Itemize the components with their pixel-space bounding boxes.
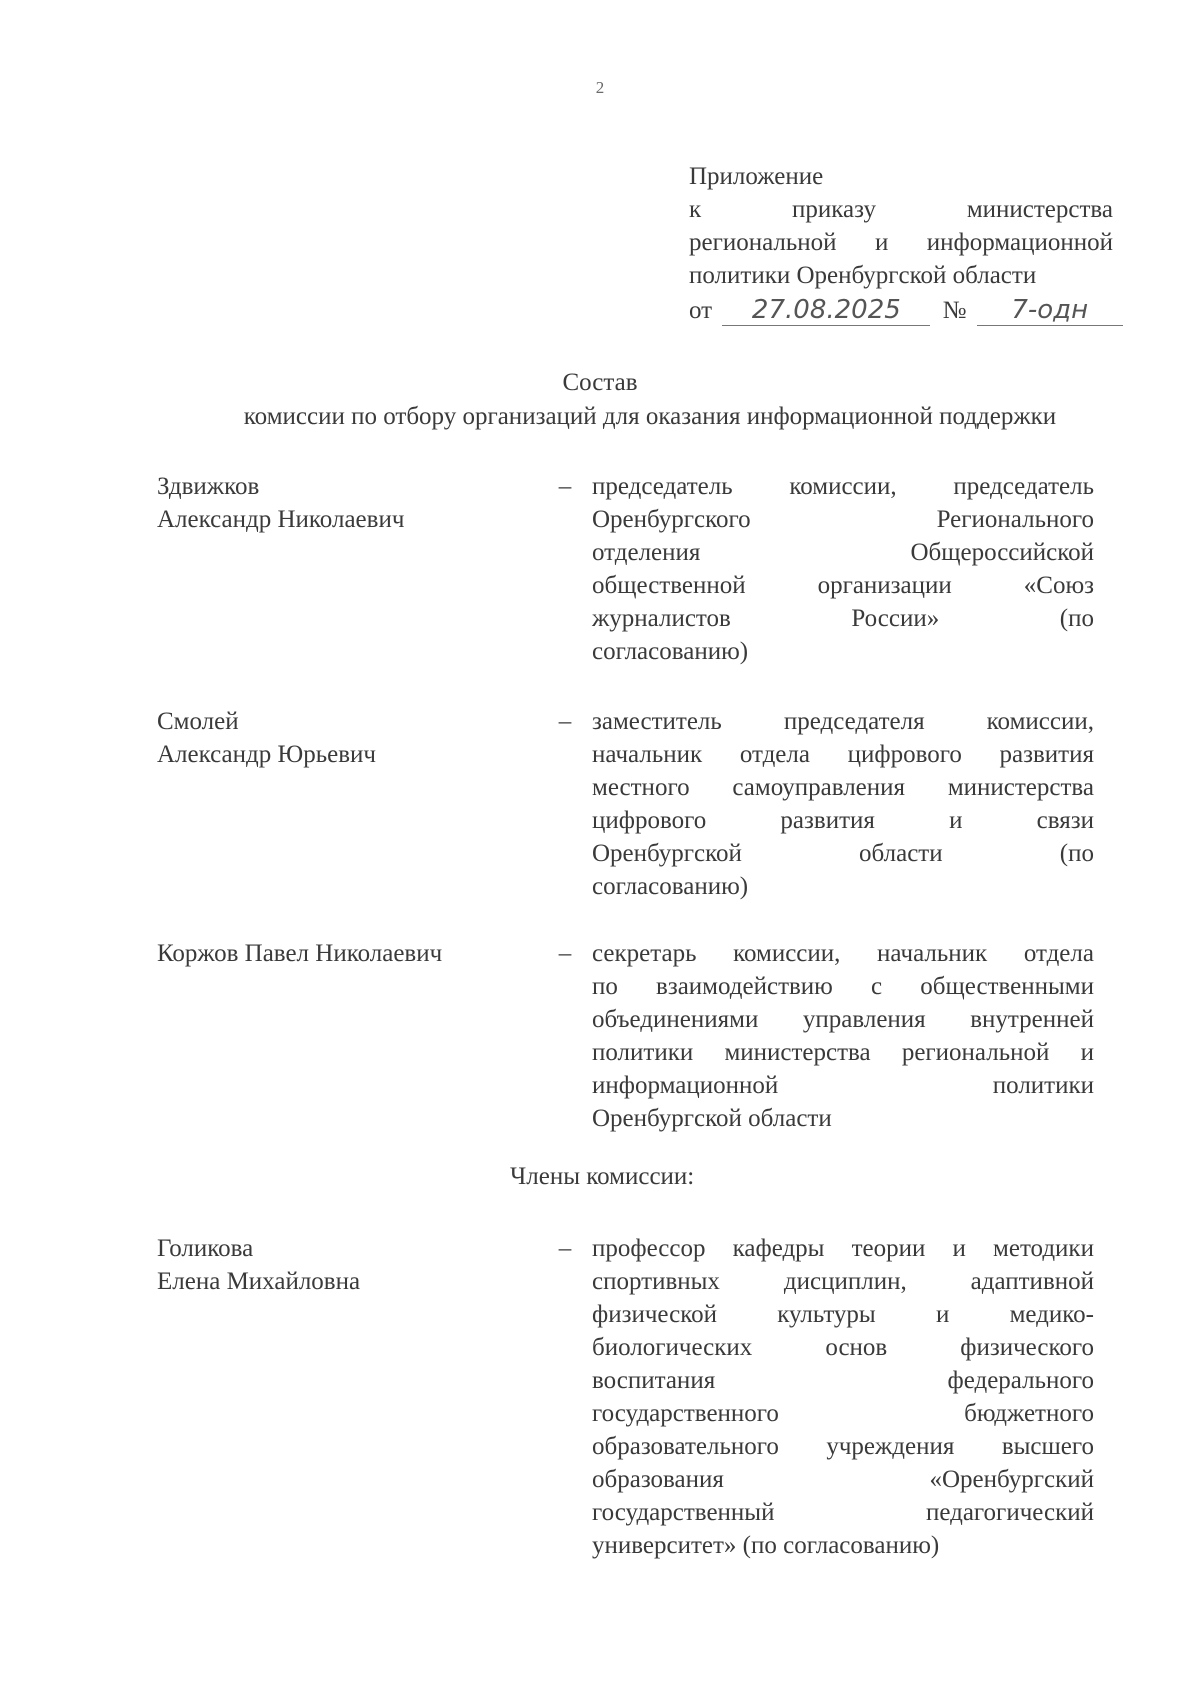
page-number: 2: [595, 78, 605, 97]
word: «Оренбургский: [929, 1466, 1094, 1493]
member-description: [592, 705, 1094, 903]
member-name: [157, 705, 537, 771]
member-name: [157, 470, 537, 536]
word: культуры: [777, 1301, 876, 1328]
word: согласованию): [592, 873, 749, 900]
word: биологических: [592, 1334, 753, 1361]
word: адаптивной: [970, 1268, 1094, 1295]
word: профессор: [592, 1235, 706, 1262]
word: министерства: [947, 774, 1094, 801]
appendix-block: [689, 160, 1113, 327]
description-line: [592, 870, 1094, 903]
word: приказу: [792, 196, 876, 223]
word: государственный: [592, 1499, 775, 1526]
description-line: [592, 804, 1094, 837]
description-line: [592, 705, 1094, 738]
appendix-line-2: [689, 193, 1113, 226]
description-line: [592, 1463, 1094, 1496]
number-prefix: №: [942, 297, 967, 324]
word: министерства: [966, 196, 1113, 223]
description-line: [592, 738, 1094, 771]
description-line: [592, 937, 1094, 970]
word: заместитель: [592, 708, 722, 735]
description-line: [592, 1397, 1094, 1430]
description-line: [592, 1102, 1094, 1135]
word: председатель: [592, 473, 733, 500]
description-line: [592, 503, 1094, 536]
name-line: Александр Юрьевич: [157, 741, 376, 768]
word: отдела: [739, 741, 810, 768]
description-line: [592, 1232, 1094, 1265]
word: (по: [1059, 605, 1094, 632]
description-line: [592, 635, 1094, 668]
word: цифрового: [592, 807, 707, 834]
word: и: [874, 229, 889, 256]
dash: –: [558, 940, 572, 967]
word: бюджетного: [964, 1400, 1094, 1427]
word: местного: [592, 774, 690, 801]
word: Оренбургского: [592, 506, 751, 533]
subtitle-text: комиссии по отбору организаций для оказания информационной поддержки: [243, 403, 1057, 430]
word: Оренбургской области: [592, 1105, 832, 1132]
word: журналистов: [592, 605, 731, 632]
word: с: [871, 973, 883, 1000]
word: образования: [592, 1466, 724, 1493]
word: связи: [1036, 807, 1094, 834]
description-line: [592, 771, 1094, 804]
name-line: Александр Николаевич: [157, 506, 405, 533]
word: (по: [1059, 840, 1094, 867]
word: региональной: [901, 1039, 1050, 1066]
members-heading: Члены комиссии:: [510, 1163, 695, 1190]
word: основ: [825, 1334, 888, 1361]
word: и: [949, 807, 963, 834]
member-name: [157, 937, 537, 970]
word: высшего: [1001, 1433, 1094, 1460]
word: общественной: [592, 572, 746, 599]
word: развития: [780, 807, 875, 834]
word: и: [1080, 1039, 1094, 1066]
description-line: [592, 1036, 1094, 1069]
word: Оренбургской: [592, 840, 742, 867]
description-line: [592, 970, 1094, 1003]
document-title: Состав: [562, 369, 638, 396]
description-line: [592, 1529, 1094, 1562]
word: объединениями: [592, 1006, 759, 1033]
word: педагогический: [925, 1499, 1094, 1526]
description-line: [592, 1069, 1094, 1102]
word: по: [592, 973, 618, 1000]
word: организации: [817, 572, 952, 599]
word: университет» (по согласованию): [592, 1532, 940, 1559]
word: государственного: [592, 1400, 779, 1427]
name-line: Коржов Павел Николаевич: [157, 940, 443, 967]
word: кафедры: [732, 1235, 825, 1262]
member-description: [592, 470, 1094, 668]
document-subtitle: [0, 400, 1200, 433]
word: информационной: [926, 229, 1113, 256]
word: председателя: [783, 708, 925, 735]
word: Регионального: [936, 506, 1094, 533]
word: общественными: [920, 973, 1094, 1000]
word: комиссии,: [789, 473, 897, 500]
description-line: [592, 1364, 1094, 1397]
name-line: Елена Михайловна: [157, 1268, 361, 1295]
word: самоуправления: [732, 774, 906, 801]
word: цифрового: [847, 741, 962, 768]
word: политики: [592, 1039, 694, 1066]
word: взаимодействию: [656, 973, 833, 1000]
word: комиссии,: [986, 708, 1094, 735]
word: и: [935, 1301, 950, 1328]
appendix-title: Приложение: [689, 163, 824, 190]
dash: –: [558, 1235, 572, 1262]
word: федерального: [947, 1367, 1094, 1394]
word: и: [952, 1235, 966, 1262]
word: к: [689, 196, 702, 223]
word: отделения: [592, 539, 701, 566]
appendix-line-3: [689, 226, 1113, 259]
word: воспитания: [592, 1367, 716, 1394]
member-description: [592, 1232, 1094, 1562]
handwritten-date: 27.08.2025: [722, 295, 930, 326]
word: теории: [851, 1235, 926, 1262]
word: спортивных: [592, 1268, 720, 1295]
description-line: [592, 1496, 1094, 1529]
description-line: [592, 1003, 1094, 1036]
word: председатель: [953, 473, 1094, 500]
handwritten-number: 7-одн: [977, 295, 1123, 326]
dash: –: [558, 473, 572, 500]
word: начальник: [877, 940, 988, 967]
word: России»: [851, 605, 940, 632]
word: развития: [999, 741, 1094, 768]
word: комиссии,: [733, 940, 841, 967]
word: области: [859, 840, 943, 867]
member-description: [592, 937, 1094, 1135]
word: физической: [592, 1301, 717, 1328]
description-line: [592, 1430, 1094, 1463]
word: начальник: [592, 741, 703, 768]
word: «Союз: [1023, 572, 1094, 599]
word: образовательного: [592, 1433, 779, 1460]
description-line: [592, 1331, 1094, 1364]
name-line: Здвижков: [157, 473, 260, 500]
appendix-date-line: [689, 294, 1113, 327]
name-line: Смолей: [157, 708, 239, 735]
word: методики: [993, 1235, 1094, 1262]
word: Общероссийской: [910, 539, 1094, 566]
description-line: [592, 1265, 1094, 1298]
word: согласованию): [592, 638, 749, 665]
description-line: [592, 602, 1094, 635]
word: внутренней: [970, 1006, 1094, 1033]
word: министерства: [724, 1039, 871, 1066]
appendix-line-4: политики Оренбургской области: [689, 262, 1037, 289]
description-line: [592, 837, 1094, 870]
word: отдела: [1023, 940, 1094, 967]
description-line: [592, 569, 1094, 602]
member-name: [157, 1232, 537, 1298]
word: политики: [992, 1072, 1094, 1099]
word: физического: [960, 1334, 1094, 1361]
description-line: [592, 470, 1094, 503]
word: учреждения: [826, 1433, 955, 1460]
word: дисциплин,: [783, 1268, 907, 1295]
word: информационной: [592, 1072, 779, 1099]
name-line: Голикова: [157, 1235, 254, 1262]
date-prefix: от: [689, 297, 713, 324]
dash: –: [558, 708, 572, 735]
word: региональной: [689, 229, 837, 256]
word: медико-: [1009, 1301, 1094, 1328]
description-line: [592, 536, 1094, 569]
word: управления: [802, 1006, 926, 1033]
word: секретарь: [592, 940, 697, 967]
description-line: [592, 1298, 1094, 1331]
